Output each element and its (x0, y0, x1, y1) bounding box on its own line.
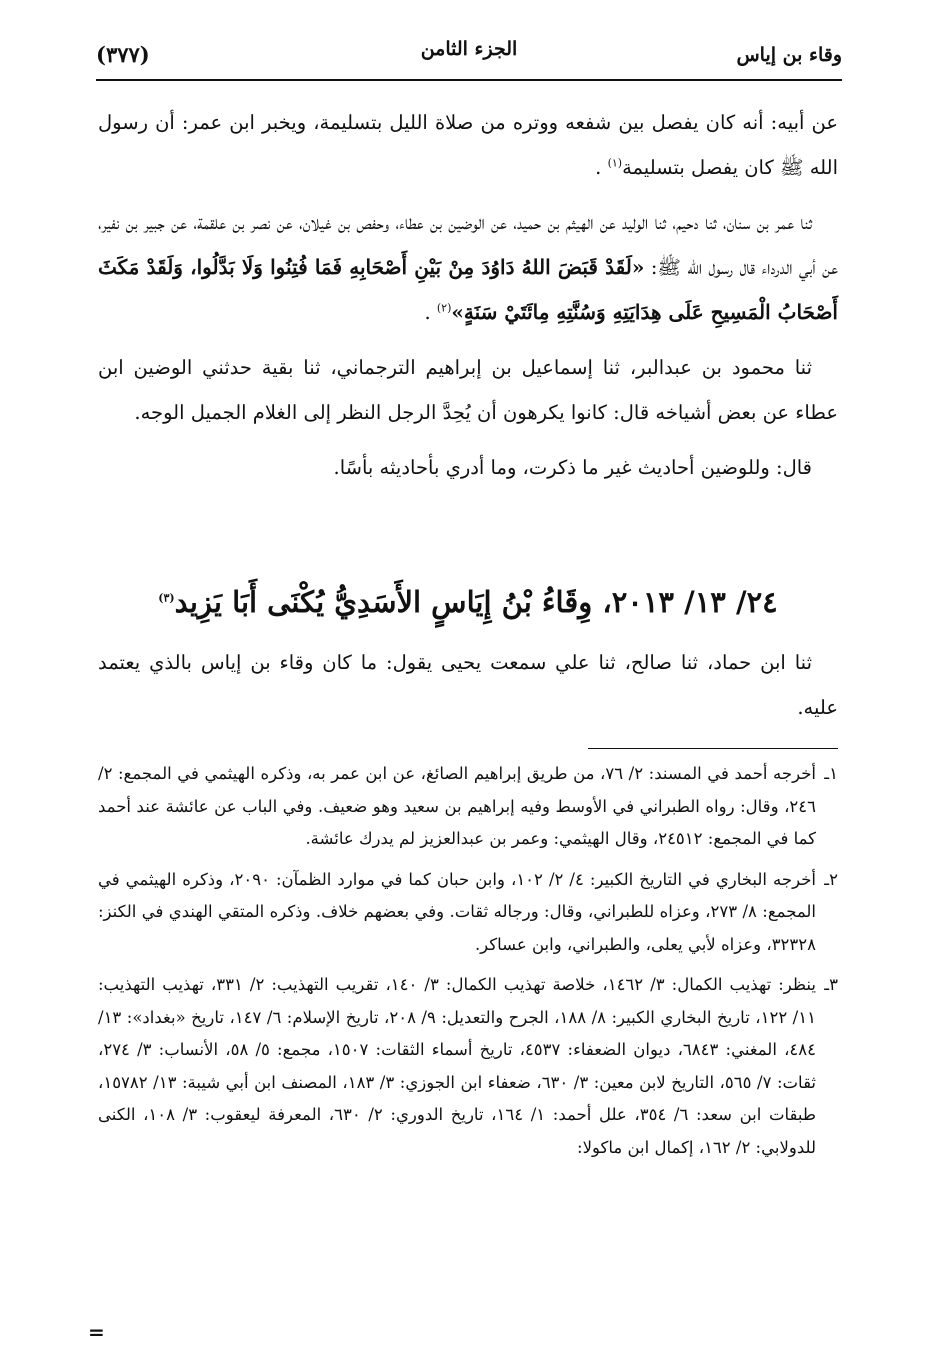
footnote-ref-1: (١) (607, 156, 623, 170)
main-text (98, 100, 838, 500)
footnote-ref-2: (٢) (436, 301, 452, 315)
footnote-ref-3: (٣) (158, 591, 175, 605)
footnotes (98, 758, 838, 1172)
part-label: الجزء الثامن (420, 38, 518, 60)
footnote-2: ٢ـأخرجه البخاري في التاريخ الكبير: ٤/ ٢/ ١٠٢، وابن حبان كما في موارد الظمآن: ٢٠٩٠، وذكره الهيثمي في المجمع: ٨/ ٢٧٣، وعزاه للطبراني، وقال: ورجاله ثقات. وفي بعضهم خلاف. وذكره المتقي الهندي في الكنز: ٣٢٣٢٨، وعزاه لأبي يعلى، والطبراني، وابن عساكر. (98, 869, 838, 954)
footnote-1: ١ـأخرجه أحمد في المسند: ٢/ ٧٦، من طريق إبراهيم الصائغ، عن ابن عمر به، وذكره الهيثمي في المجمع: ٢/ ٢٤٦، وقال: رواه الطبراني في الأوسط وفيه إبراهيم بن سعيد وهو ضعيف. وفي الباب عن عائشة عند أحمد كما في المجمع: ٢٤٥١٢، وقال الهيثمي: وعمر بن عبدالعزيز لم يدرك عائشة. (98, 764, 838, 848)
paragraph-4: قال: وللوضين أحاديث غير ما ذكرت، وما أدري بأحاديثه بأسًا. (333, 456, 812, 479)
footnote-rule (588, 748, 838, 749)
hadith-quote: «لَقَدْ قَبَضَ اللهُ دَاوُدَ مِنْ بَيْنِ أَصْحَابِهِ فَمَا فُتِنُوا وَلَا بَدَّلُوا، وَلَقَدْ مَكَثَ أَصْحَابُ الْمَسِيحِ عَلَى هِدَايَتِهِ وَسُنَّتِهِ مِائَتَيْ سَنَةٍ» (98, 255, 838, 324)
footnote-3: ٣ـينظر: تهذيب الكمال: ٣/ ١٤٦٢، خلاصة تهذيب الكمال: ٣/ ١٤٠، تقريب التهذيب: ٢/ ٣٣١، تهذيب التهذيب: ١١/ ١٢٢، تاريخ البخاري الكبير: ٨/ ١٨٨، الجرح والتعديل: ٩/ ٢٠٨، تاريخ الإسلام: ٦/ ١٤٧، تاريخ «بغداد»: ١٣/ ٤٨٤، المغني: ٦٨٤٣، ديوان الضعفاء: ٤٥٣٧، تاريخ أسماء الثقات: ١٥٠٧، مجمع: ٥/ ٥٨، الأنساب: ٣/ ٢٧٤، ثقات: ٧/ ٥٦٥، التاريخ لابن معين: ٣/ ٦٣٠، ضعفاء ابن الجوزي: ٣/ ١٨٣، المصنف ابن أبي شيبة: ١٣/ ١٥٧٨٢، طبقات ابن سعد: ٦/ ٣٥٤، علل أحمد: ١/ ١٦٤، تاريخ الدوري: ٢/ ٦٣٠، المعرفة ليعقوب: ٣/ ١٠٨، الكنى للدولابي: ٢/ ١٦٢، إكمال ابن ماكولا: (98, 975, 838, 1157)
running-header (96, 38, 842, 72)
book-title: وقاء بن إياس (736, 44, 842, 66)
page-number: (٣٧٧) (96, 42, 150, 67)
continuation-mark: = (88, 1320, 105, 1344)
paragraph-1: عن أبيه: أنه كان يفصل بين شفعه ووتره من صلاة الليل بتسليمة، ويخبر ابن عمر: أن رسول الله ﷺ كان يفصل بتسليمة$^{(١)}$ . (98, 111, 838, 179)
paragraph-3: ثنا محمود بن عبدالبر، ثنا إسماعيل بن إبراهيم الترجماني، ثنا بقية حدثني الوضين ابن عطاء عن بعض أشياخه قال: كانوا يكرهون أن يُحِدَّ الرجل النظر إلى الغلام الجميل الوجه. (98, 356, 838, 424)
entry-heading: ٢٤/ ١٣/ ٢٠١٣، وِقَاءُ بْنُ إِيَاسٍ الأَسَدِيُّ يُكْنَى أَبَا يَزِيد$^{(٣)}$ (158, 585, 778, 619)
header-rule (96, 79, 842, 81)
paragraph-5: ثنا ابن حماد، ثنا صالح، ثنا علي سمعت يحيى يقول: ما كان وقاء بن إياس بالذي يعتمد عليه. (98, 651, 838, 719)
paragraph-2: ثنا عمر بن سنان، ثنا دحيم، ثنا الوليد عن الهيثم بن حميد، عن الوضين بن عطاء، وحفص بن غيلان، عن نصر بن علقمة، عن جبير بن نفير، عن أبي الدرداء قال رسول الله ﷺ: «لَقَدْ قَبَضَ اللهُ دَاوُدَ مِنْ بَيْنِ أَصْحَابِهِ فَمَا فُتِنُوا وَلَا بَدَّلُوا، وَلَقَدْ مَكَثَ أَصْحَابُ الْمَسِيحِ عَلَى هِدَايَتِهِ وَسُنَّتِهِ مِائَتَيْ سَنَةٍ»$^{(٢)}$ . (98, 211, 839, 324)
